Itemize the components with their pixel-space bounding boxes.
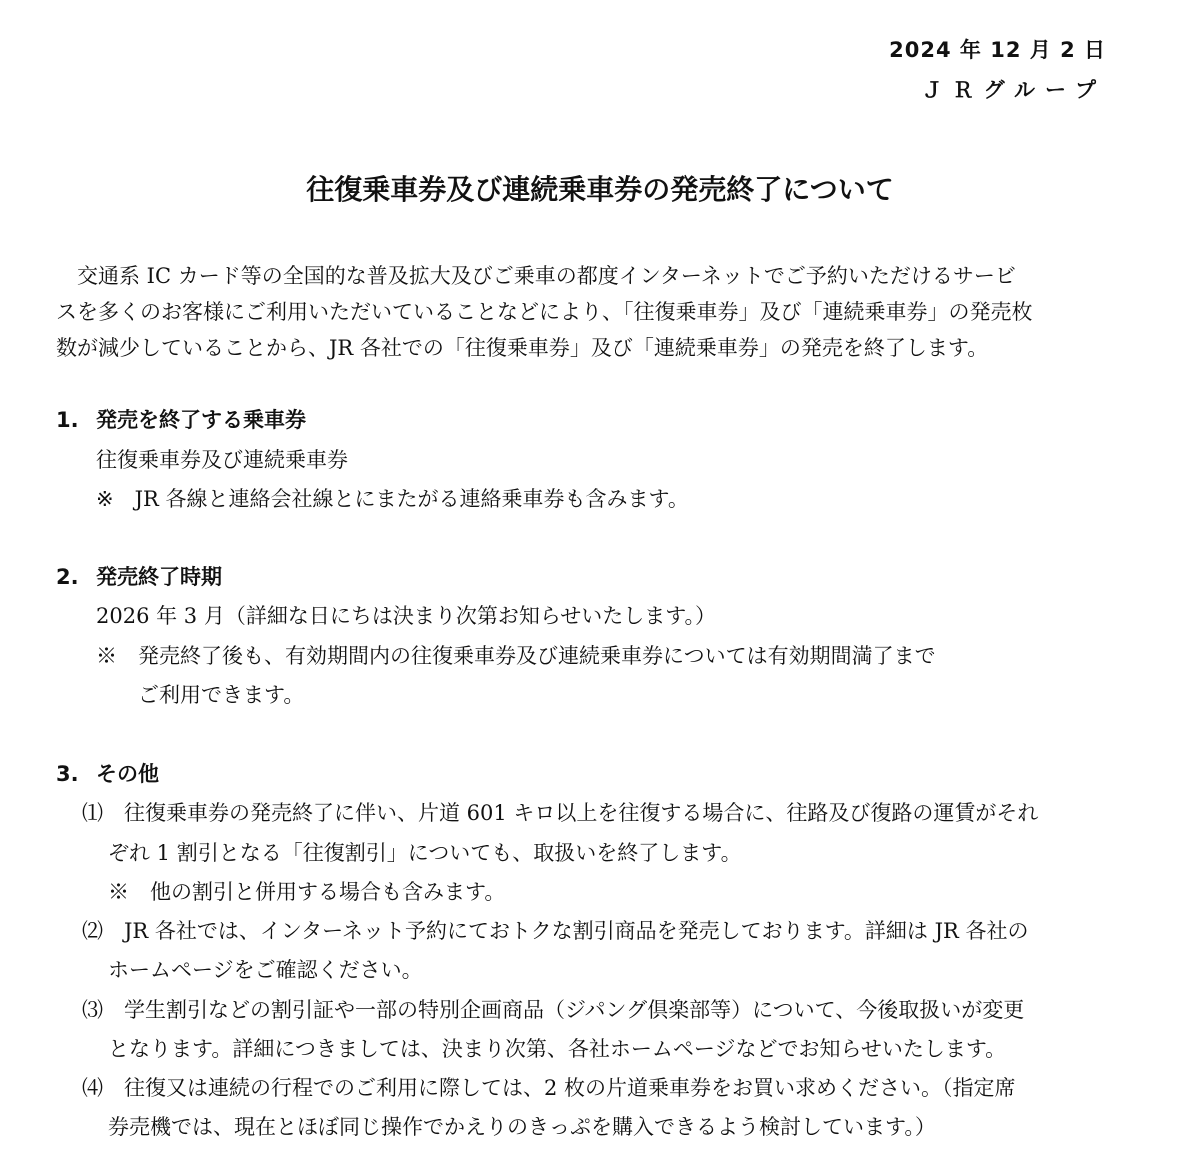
intro-line-2: スを多くのお客様にご利用いただいていることなどにより、「往復乗車券」及び「連続乗車券」の発売枚 <box>56 300 1033 324</box>
section-3-item-4: ⑷ 往復又は連続の行程でのご利用に際しては、2 枚の片道乗車券をお買い求めください。（指定席 <box>82 1076 1016 1100</box>
intro-line-3: 数が減少していることから、JR 各社での「往復乗車券」及び「連続乗車券」の発売を終了します。 <box>56 336 989 360</box>
section-3-item-4-cont: 券売機では、現在とほぼ同じ操作でかえりのきっぷを購入できるよう検討しています。） <box>108 1115 936 1139</box>
section-3-item-3-cont: となります。詳細につきましては、決まり次第、各社ホームページなどでお知らせいたします。 <box>108 1037 1007 1061</box>
section-3-title: その他 <box>96 762 159 786</box>
section-3-item-2-cont: ホームページをご確認ください。 <box>108 958 423 982</box>
section-2-line-1: 2026 年 3 月（詳細な日にちは決まり次第お知らせいたします。） <box>96 604 717 628</box>
section-3-item-1: ⑴ 往復乗車券の発売終了に伴い、片道 601 キロ以上を往復する場合に、往路及び復路の運賃がそれ <box>82 801 1039 825</box>
section-1-number: 1. <box>56 408 79 432</box>
issue-date: 2024 年 12 月 2 日 <box>889 38 1106 62</box>
section-3-number: 3. <box>56 762 79 786</box>
section-2-number: 2. <box>56 565 79 589</box>
section-3-item-1-note: ※ 他の割引と併用する場合も含みます。 <box>108 880 506 904</box>
section-3-item-1-cont: ぞれ 1 割引となる「往復割引」についても、取扱いを終了します。 <box>108 841 742 865</box>
section-2-title: 発売終了時期 <box>96 565 222 589</box>
document-title: 往復乗車券及び連続乗車券の発売終了について <box>306 173 894 206</box>
section-1-title: 発売を終了する乗車券 <box>96 408 306 432</box>
section-1-note: ※ JR 各線と連絡会社線とにまたがる連絡乗車券も含みます。 <box>96 487 689 511</box>
section-3-item-3: ⑶ 学生割引などの割引証や一部の特別企画商品（ジパング倶楽部等）について、今後取扱いが変更 <box>82 998 1025 1022</box>
intro-line-1: 交通系 IC カード等の全国的な普及拡大及びご乗車の都度インターネットでご予約いただけるサービ <box>56 264 1016 288</box>
section-3-item-2: ⑵ JR 各社では、インターネット予約にておトクな割引商品を発売しております。詳細は JR 各社の <box>82 919 1029 943</box>
section-2-note-cont: ご利用できます。 <box>138 683 305 707</box>
issuer-name: ＪＲグループ <box>921 78 1106 102</box>
section-1-line-1: 往復乗車券及び連続乗車券 <box>96 448 348 472</box>
section-2-note: ※ 発売終了後も、有効期間内の往復乗車券及び連続乗車券については有効期間満了まで <box>96 644 936 668</box>
